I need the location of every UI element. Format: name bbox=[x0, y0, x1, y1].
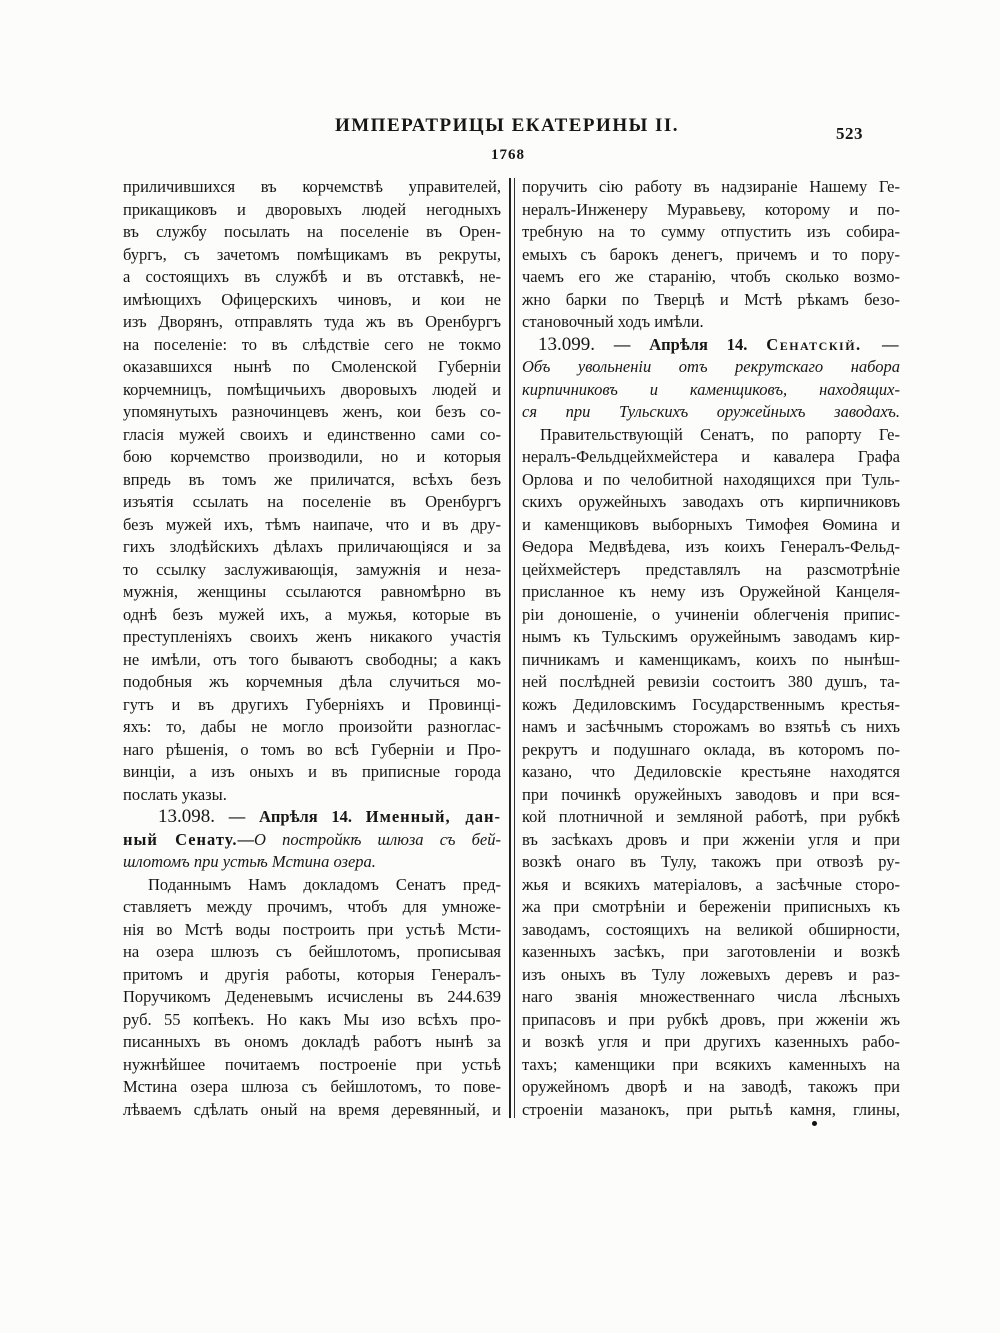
text-line: впредь въ томъ же приличатся, всѣхъ безъ bbox=[123, 469, 501, 489]
text-line: въ службу посылать на поселеніе въ Орен- bbox=[123, 222, 501, 241]
text-line: бургъ, съ зачетомъ помѣщикамъ въ рекруты, bbox=[123, 244, 501, 264]
text-line: а состоящихъ въ службѣ и въ отставкѣ, не- bbox=[123, 267, 501, 286]
text-line: требную на то сумму отпустить изъ собира- bbox=[522, 222, 900, 241]
text-line: преступленіяхъ своихъ женъ никакого участія bbox=[123, 627, 501, 646]
text-line: изъятія ссылать на поселеніе въ Оренбургъ bbox=[123, 492, 501, 511]
text-line: оказавшихся нынѣ по Смоленской Губерніи bbox=[123, 357, 501, 376]
text-line: оружейномъ дворѣ и на заводѣ, такожъ при bbox=[522, 1077, 900, 1096]
entry-heading-13098 bbox=[123, 806, 501, 829]
text-line: наго рѣшенія, о томъ во всѣ Губерніи и Про- bbox=[123, 739, 501, 759]
entry-date: — Апрѣля 14. bbox=[228, 807, 353, 826]
text-line: тахъ; каменщики при всякихъ каменныхъ на bbox=[522, 1054, 900, 1074]
running-head bbox=[300, 115, 714, 137]
text-line: Объ увольненіи отъ рекрутскаго набора bbox=[522, 357, 900, 376]
text-line: ней послѣдней ревизіи состоитъ 380 душъ, та- bbox=[522, 672, 900, 691]
entry-kind: Сенатскій. — bbox=[766, 334, 900, 354]
right-column bbox=[522, 176, 900, 1121]
text-line: имѣющихъ Офицерскихъ чиновъ, и кои не bbox=[123, 289, 501, 309]
entry-number: 13.099. bbox=[538, 333, 595, 355]
text-line: гутъ и въ другихъ Губерніяхъ и Провинці- bbox=[123, 694, 501, 714]
text-line: наго званія множественнаго числа лѣсныхъ bbox=[522, 987, 900, 1006]
entry-heading-line-2 bbox=[123, 829, 501, 852]
text-line: гихъ злодѣйскихъ дѣлахъ приличающіяся и за bbox=[123, 537, 501, 556]
entry-heading-13099 bbox=[522, 334, 900, 357]
text-line: не имѣли, отъ того бываютъ свободны; а какъ bbox=[123, 649, 501, 669]
text-line: припасовъ и при рубкѣ дровъ, при жженіи жъ bbox=[522, 1009, 900, 1029]
continued-paragraph bbox=[123, 176, 501, 806]
text-line: на поселеніе: то въ слѣдствіе сего не токмо bbox=[123, 334, 501, 354]
page-number: 523 bbox=[836, 124, 863, 143]
text-line: заводамъ, состоящихъ на великой обширности, bbox=[522, 919, 900, 939]
entry-date: — Апрѣля 14. bbox=[613, 334, 748, 354]
page-header-title: ИМПЕРАТРИЦЫ ЕКАТЕРИНЫ II. bbox=[334, 115, 680, 136]
left-column bbox=[123, 176, 501, 1121]
text-line: возкѣ онаго въ Тулу, такожъ при отвозѣ ру- bbox=[522, 852, 900, 871]
text-line: прикащиковъ и дворовыхъ людей негодныхъ bbox=[123, 199, 501, 219]
entry-kind-continued: ный Сенату. bbox=[123, 829, 238, 849]
entry-title-line: О постройкѣ шлюза съ бей- bbox=[254, 829, 501, 849]
text-line: чаемъ его же старанію, чтобъ сколько возмо- bbox=[522, 267, 900, 286]
column-divider-thick bbox=[509, 178, 511, 1118]
text-line: строеніи мазанокъ, при рытьѣ камня, глины, bbox=[522, 1099, 900, 1119]
text-line: присланное къ нему изъ Оружейной Канцеля- bbox=[522, 582, 900, 601]
column-divider-thin bbox=[514, 178, 515, 1118]
text-line: приличившихся въ корчемствѣ управителей, bbox=[123, 177, 501, 196]
text-line: ріи доношеніе, о учиненіи облегченія припис- bbox=[522, 604, 900, 624]
text-line: подобныя жъ корчемныя дѣла случиться мо- bbox=[123, 672, 501, 691]
text-line: кой плотничной и земляной работѣ, при рубкѣ bbox=[522, 807, 900, 826]
text-line: кожъ Дедиловскимъ Государственнымъ крестья- bbox=[522, 694, 900, 714]
text-line: скихъ оружейныхъ заводахъ отъ кирпичниковъ bbox=[522, 492, 900, 511]
text-line: ся при Тульскихъ оружейныхъ заводахъ. bbox=[522, 402, 900, 421]
text-line: однѣ безъ мужей ихъ, а мужья, которые въ bbox=[123, 604, 501, 624]
text-line: нія во Мстѣ воды построить при устьѣ Мсти- bbox=[123, 919, 501, 939]
text-line: емыхъ съ барокъ денегъ, причемъ и то пору- bbox=[522, 244, 900, 264]
text-line: намъ и засѣчнымъ сторожамъ во взятьѣ съ нихъ bbox=[522, 717, 900, 736]
text-line: яхъ: то, дабы не могло произойти разноглас- bbox=[123, 717, 501, 736]
text-line: послать указы. bbox=[123, 784, 227, 804]
entry-title bbox=[522, 356, 900, 424]
entry-title-line: шлотомъ при устьѣ Мстина озера. bbox=[123, 852, 376, 871]
text-line: Орлова и по челобитной находящихся при Туль- bbox=[522, 469, 900, 489]
ink-mark bbox=[812, 1121, 817, 1126]
text-line: изъ Дворянъ, отправлять туда жъ въ Оренбургъ bbox=[123, 312, 501, 331]
text-line: винціи, а изъ оныхъ и въ приписные города bbox=[123, 762, 501, 781]
text-line: то ссылку заслуживающія, замужнія и неза- bbox=[123, 559, 501, 579]
text-line: бою корчемство производили, но и которыя bbox=[123, 447, 501, 466]
text-line: Мстина озера шлюза съ бейшлотомъ, то пове- bbox=[123, 1077, 501, 1096]
text-line: Поручикомъ Деденевымъ исчислены въ 244.639 bbox=[123, 987, 501, 1006]
text-line: въ засѣкахъ дровъ и при жженіи угля и при bbox=[522, 829, 900, 849]
text-line: писанныхъ въ ономъ докладѣ работъ нынѣ за bbox=[123, 1032, 501, 1051]
text-line: гласія мужей своихъ и единственно сами со- bbox=[123, 424, 501, 444]
text-line: руб. 55 копѣекъ. Но какъ Мы изо всѣхъ про- bbox=[123, 1009, 501, 1029]
text-line: упомянутыхъ разночинцевъ женъ, кои безъ со- bbox=[123, 402, 501, 421]
text-line: нымъ къ Тульскимъ оружейнымъ заводамъ кир- bbox=[522, 627, 900, 646]
entry-dash: — bbox=[237, 829, 254, 849]
text-line: кирпичниковъ и каменщиковъ, находящих- bbox=[522, 379, 900, 399]
entry-body-paragraph bbox=[123, 874, 501, 1122]
text-line: жа при смотрѣніи и береженіи приписныхъ къ bbox=[522, 897, 900, 916]
text-line: ставляетъ между прочимъ, чтобъ для умноже- bbox=[123, 897, 501, 916]
text-line: казано, что Дедиловскіе крестьяне находятся bbox=[522, 762, 900, 781]
text-line: на озера шлюзъ съ бейшлотомъ, прописывая bbox=[123, 942, 501, 961]
text-line: жья и всякихъ матеріаловъ, а засѣчные сторо- bbox=[522, 874, 900, 894]
text-line: пичникамъ и каменщикамъ, коихъ по нынѣш- bbox=[522, 649, 900, 669]
text-line: Поданнымъ Намъ докладомъ Сенатъ пред- bbox=[148, 874, 501, 894]
text-line: лѣваемъ сдѣлать оный на время деревянный, и bbox=[123, 1099, 501, 1119]
year-heading: 1768 bbox=[491, 147, 525, 163]
text-line: нералъ-Фельдцейхмейстера и кавалера Графа bbox=[522, 447, 900, 466]
text-line: притомъ и другія работы, которыя Генералъ- bbox=[123, 964, 501, 984]
text-line: и каменщиковъ выборныхъ Тимофея Ѳомина и bbox=[522, 514, 900, 534]
text-line: жно барки по Тверцѣ и Мстѣ рѣкамъ безо- bbox=[522, 289, 900, 309]
text-line: Ѳедора Медвѣдева, изъ коихъ Генералъ-Фельд- bbox=[522, 537, 900, 556]
continued-paragraph bbox=[522, 176, 900, 334]
text-line: мужнія, женщины ссылаются равномѣрно въ bbox=[123, 582, 501, 601]
text-line: корчемницъ, помѣщичьихъ дворовыхъ людей и bbox=[123, 379, 501, 399]
text-line: при починкѣ оружейныхъ заводовъ и при вся- bbox=[522, 784, 900, 804]
text-line: цейхмейстеръ представлялъ на разсмотрѣніе bbox=[522, 559, 900, 579]
text-line: нужнѣйшее почитаемъ построеніе при устьѣ bbox=[123, 1054, 501, 1074]
entry-kind: Именный, дан- bbox=[365, 807, 501, 826]
text-line: безъ мужей ихъ, тѣмъ наипаче, что и въ дру- bbox=[123, 514, 501, 534]
text-line: и возкѣ угля и при другихъ казенныхъ рабо- bbox=[522, 1032, 900, 1051]
text-line: рекрутъ и подушнаго оклада, въ которомъ по- bbox=[522, 739, 900, 759]
text-line: Правительствующій Сенатъ, по рапорту Ге- bbox=[540, 424, 900, 444]
entry-number: 13.098. bbox=[158, 806, 215, 827]
text-line: нералъ-Инженеру Муравьеву, которому и по- bbox=[522, 199, 900, 219]
text-line: изъ оныхъ въ Тулу ложевыхъ деревъ и раз- bbox=[522, 964, 900, 984]
text-line: поручить сію работу въ надзираніе Нашему Ге- bbox=[522, 177, 900, 196]
entry-body-paragraph bbox=[522, 424, 900, 1122]
text-line: становочный ходъ имѣли. bbox=[522, 312, 704, 331]
text-line: казенныхъ засѣкъ, при заготовленіи и возкѣ bbox=[522, 942, 900, 961]
